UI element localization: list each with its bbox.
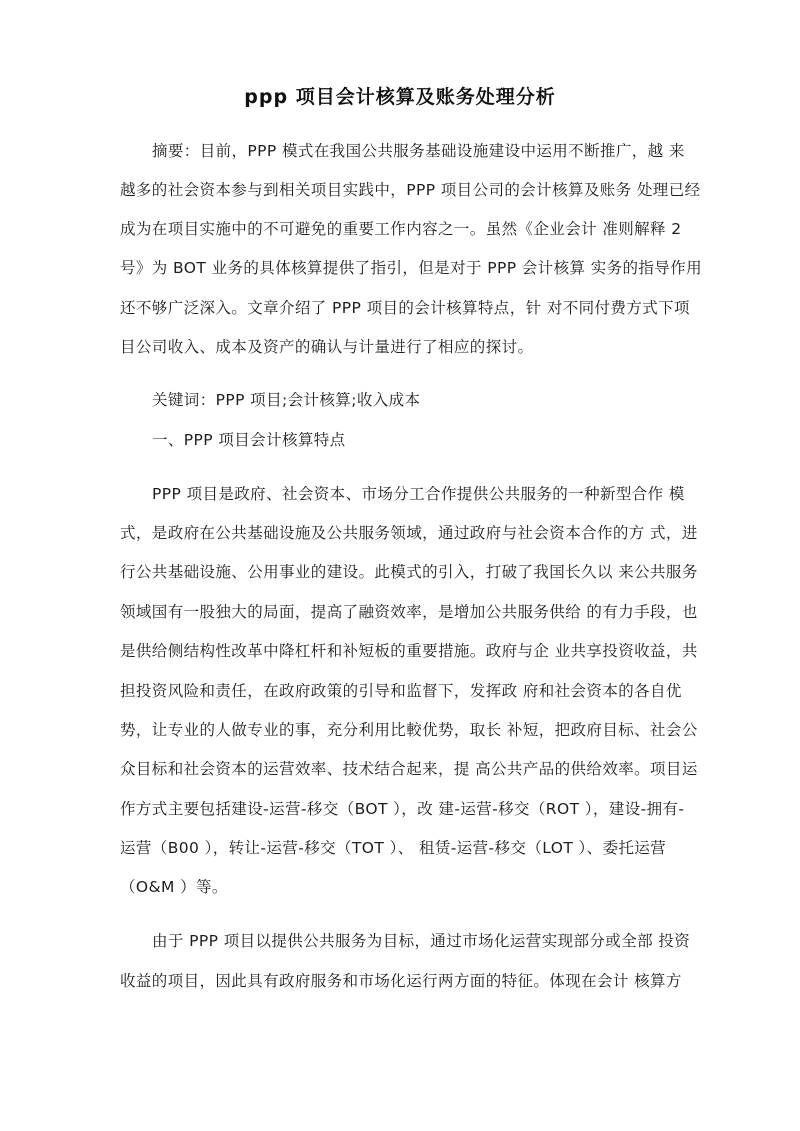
document-title: ppp 项目会计核算及账务处理分析 [244, 86, 556, 108]
abstract-line-5: 还不够广泛深入。文章介绍了 PPP 项目的会计核算特点，针 对不同付费方式下项 [120, 299, 690, 317]
para2-line-2: 收益的项目，因此具有政府服务和市场化运行两方面的特征。体现在会计 核算方 [120, 972, 682, 990]
para1-line-9: 作方式主要包括建设-运营-移交（BOT ），改 建-运营-移交（ROT ），建设-拥有- [120, 800, 685, 818]
para1-line-3: 行公共基础设施、公用事业的建设。此模式的引入，打破了我国长久以 来公共服务 [120, 563, 698, 581]
para1-line-8: 众目标和社会资本的运营效率、技术结合起来，提 高公共产品的供给效率。项目运 [120, 760, 698, 778]
para1-line-2: 式，是政府在公共基础设施及公共服务领域，通过政府与社会资本合作的方 式，进 [120, 524, 698, 542]
para1-line-1: PPP 项目是政府、社会资本、市场分工合作提供公共服务的一种新型合作 模 [152, 485, 685, 503]
para1-line-10: 运营（B00 ），转让-运营-移交（TOT ）、 租赁-运营-移交（LOT ）、委托运营 [120, 839, 667, 857]
para1-line-11: （O&M ）等。 [120, 878, 228, 896]
para1-line-5: 是供给侧结构性改革中降杠杆和补短板的重要措施。政府与企 业共享投资收益，共 [120, 642, 698, 660]
para2-line-1: 由于 PPP 项目以提供公共服务为目标，通过市场化运营实现部分或全部 投资 [152, 932, 691, 950]
para1-line-6: 担投资风险和责任，在政府政策的引导和监督下，发挥政 府和社会资本的各自优 [120, 682, 682, 700]
abstract-line-6: 目公司收入、成本及资产的确认与计量进行了相应的探讨。 [120, 338, 534, 356]
abstract-line-3: 成为在项目实施中的不可避免的重要工作内容之一。虽然《企业会计 准则解释 2 [120, 220, 682, 238]
para1-line-4: 领域国有一股独大的局面，提高了融资效率，是增加公共服务供给 的有力手段，也 [120, 603, 698, 621]
abstract-line-2: 越多的社会资本参与到相关项目实践中，PPP 项目公司的会计核算及账务 处理已经 [120, 181, 701, 199]
keywords-line: 关键词：PPP 项目;会计核算;收入成本 [152, 391, 421, 409]
section-heading-1: 一、PPP 项目会计核算特点 [152, 431, 346, 449]
abstract-line-4: 号》为 BOT 业务的具体核算提供了指引，但是对于 PPP 会计核算 实务的指导作用 [120, 259, 703, 277]
abstract-line-1: 摘要：目前，PPP 模式在我国公共服务基础设施建设中运用不断推广，越 来 [152, 142, 685, 160]
para1-line-7: 势，让专业的人做专业的事，充分利用比較优势，取长 补短，把政府目标、社会公 [120, 721, 698, 739]
